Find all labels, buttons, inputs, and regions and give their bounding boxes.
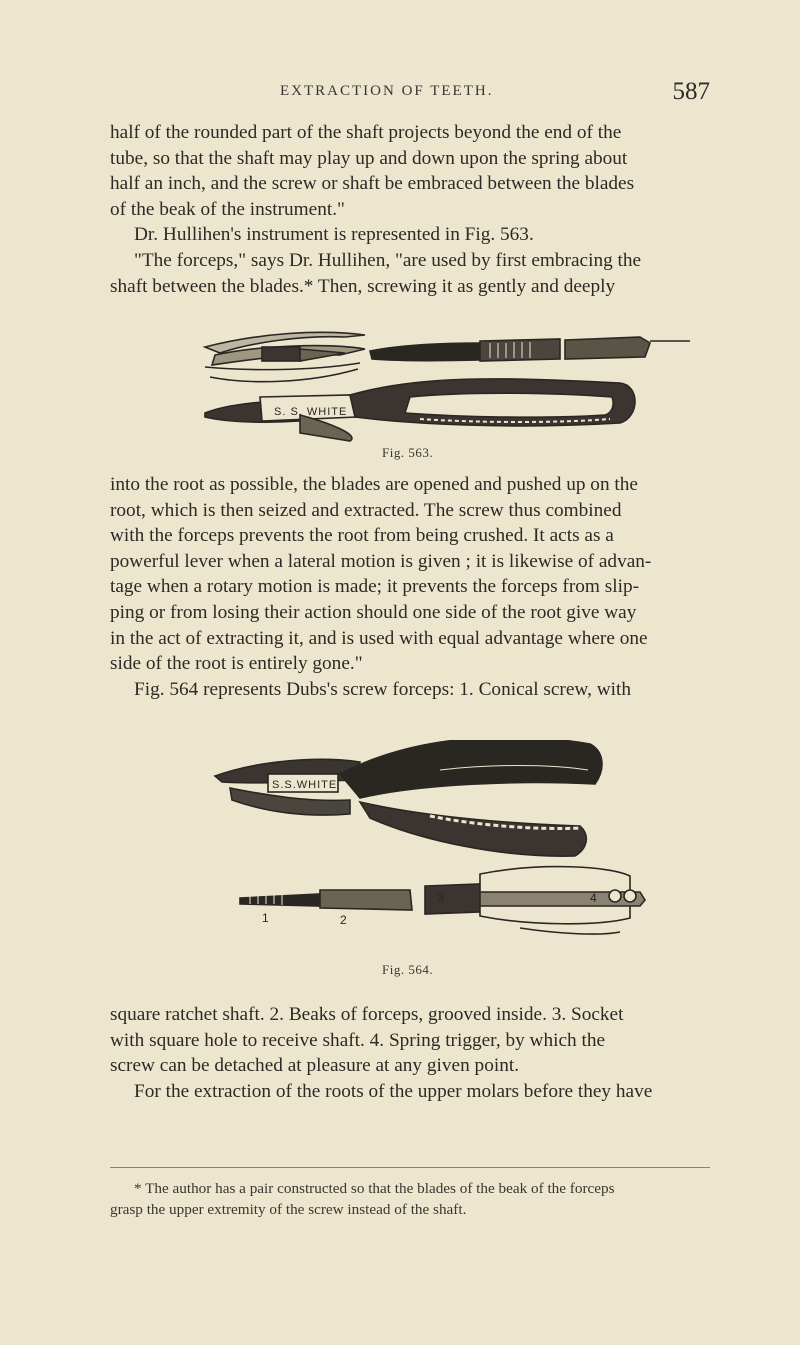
running-title: EXTRACTION OF TEETH. <box>280 83 494 99</box>
text-line: side of the root is entirely gone." <box>110 653 363 675</box>
dubs-forceps-drawing <box>215 740 602 856</box>
footnote <box>110 1178 710 1220</box>
text-line: powerful lever when a lateral motion is given ; it is likewise of advan- <box>110 550 652 572</box>
figure-563-maker-mark: S. S. WHITE <box>274 406 348 418</box>
text-line: with square hole to receive shaft. 4. Spring trigger, by which the <box>110 1029 606 1051</box>
text-line: of the beak of the instrument." <box>110 198 345 220</box>
forceps-drawing <box>205 379 635 441</box>
text-line: half an inch, and the screw or shaft be embraced between the blades <box>110 173 635 195</box>
footnote-divider <box>110 1167 710 1168</box>
text-line: tube, so that the shaft may play up and down upon the spring about <box>110 147 628 169</box>
part-label-4: 4 <box>590 891 597 905</box>
paragraph-3 <box>110 1002 710 1104</box>
page-header <box>110 78 710 118</box>
text-line: ping or from losing their action should one side of the root give way <box>110 601 637 623</box>
text-line: half of the rounded part of the shaft projects beyond the end of the <box>110 122 622 143</box>
figure-563-illustration <box>0 305 800 455</box>
part-label-1: 1 <box>262 911 269 925</box>
text-line: shaft between the blades.* Then, screwing it as gently and deeply <box>110 275 616 297</box>
text-line: For the extraction of the roots of the upper molars before they have <box>134 1080 653 1102</box>
footnote-line: grasp the upper extremity of the screw instead of the shaft. <box>110 1201 467 1218</box>
paragraph-2 <box>110 472 710 702</box>
figure-563 <box>0 305 800 460</box>
text-line: square ratchet shaft. 2. Beaks of forceps, grooved inside. 3. Socket <box>110 1004 624 1025</box>
text-line: "The forceps," says Dr. Hullihen, "are used by first embracing the <box>134 249 642 271</box>
text-line: in the act of extracting it, and is used with equal advantage where one <box>110 627 648 649</box>
figure-564-illustration <box>0 740 800 990</box>
text-line: screw can be detached at pleasure at any given point. <box>110 1055 520 1077</box>
figure-564 <box>0 740 800 990</box>
text-line: into the root as possible, the blades are opened and pushed up on the <box>110 474 638 495</box>
footnote-line: * The author has a pair constructed so that the blades of the beak of the forceps <box>134 1180 615 1197</box>
page-number: 587 <box>672 78 710 105</box>
figure-563-caption: Fig. 563. <box>382 445 434 460</box>
text-line: Dr. Hullihen's instrument is represented in Fig. 563. <box>134 224 534 246</box>
text-line: Fig. 564 represents Dubs's screw forceps: 1. Conical screw, with <box>134 678 631 700</box>
text-line: root, which is then seized and extracted. The screw thus combined <box>110 499 622 521</box>
figure-564-maker-mark: S.S.WHITE <box>272 779 338 791</box>
text-line: tage when a rotary motion is made; it prevents the forceps from slip- <box>110 576 640 598</box>
part-label-3: 3 <box>437 891 444 905</box>
paragraph-1 <box>110 120 710 299</box>
figure-564-caption: Fig. 564. <box>382 962 434 977</box>
part-label-2: 2 <box>340 913 347 927</box>
text-line: with the forceps prevents the root from being crushed. It acts as a <box>110 525 614 547</box>
screw-shaft-drawing <box>205 332 690 381</box>
